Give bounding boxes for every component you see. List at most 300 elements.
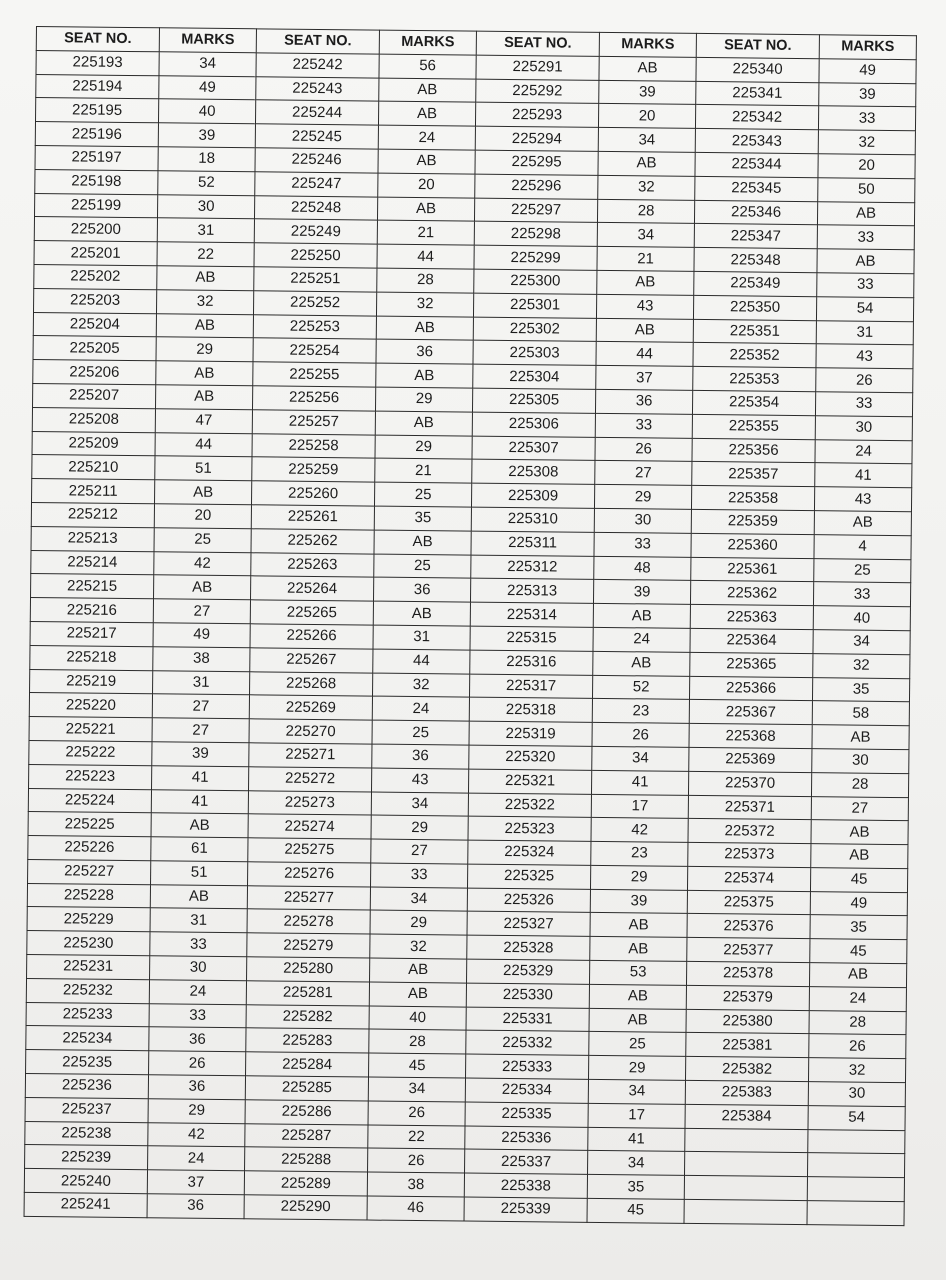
marks-cell: 30 (157, 194, 254, 219)
seat-no-cell: 225239 (25, 1145, 148, 1170)
marks-cell: 39 (819, 82, 916, 107)
seat-no-cell: 225256 (252, 386, 375, 411)
seat-no-cell: 225353 (693, 367, 816, 392)
marks-cell: 34 (368, 1077, 465, 1102)
seat-no-cell: 225381 (686, 1033, 809, 1058)
marks-cell: 32 (818, 130, 915, 155)
marks-cell: 56 (379, 54, 476, 79)
seat-no-cell: 225319 (469, 721, 592, 746)
seat-no-cell: 225196 (35, 122, 158, 147)
marks-cell: 52 (158, 171, 255, 196)
marks-cell: 30 (594, 508, 691, 533)
seat-no-cell: 225322 (468, 793, 591, 818)
seat-no-cell: 225295 (475, 150, 598, 175)
marks-cell: 41 (151, 789, 248, 814)
marks-cell: 44 (377, 244, 474, 269)
seat-no-cell: 225334 (465, 1078, 588, 1103)
marks-cell: 46 (367, 1196, 464, 1221)
seat-no-cell: 225326 (467, 888, 590, 913)
marks-cell: 26 (809, 1034, 906, 1059)
marks-cell: AB (151, 813, 248, 838)
marks-cell: 34 (592, 746, 689, 771)
marks-cell: 33 (371, 863, 468, 888)
seat-no-cell: 225285 (245, 1076, 368, 1101)
marks-cell: 32 (372, 673, 469, 698)
marks-cell: 25 (372, 720, 469, 745)
seat-no-cell: 225276 (248, 862, 371, 887)
marks-cell (807, 1201, 904, 1226)
seat-no-cell: 225274 (248, 814, 371, 839)
marks-cell: AB (156, 313, 253, 338)
marks-cell: 61 (151, 837, 248, 862)
marks-cell: 33 (817, 273, 914, 298)
marks-cell: 49 (153, 623, 250, 648)
seat-no-cell: 225302 (473, 317, 596, 342)
marks-cell: AB (156, 361, 253, 386)
marks-cell: 34 (371, 792, 468, 817)
seat-no-cell: 225361 (691, 557, 814, 582)
seat-no-cell: 225204 (33, 312, 156, 337)
marks-cell: AB (597, 270, 694, 295)
seat-no-cell: 225279 (247, 933, 370, 958)
seat-no-cell: 225250 (254, 243, 377, 268)
marks-cell: 38 (153, 646, 250, 671)
marks-cell: 33 (594, 532, 691, 557)
marks-cell: 20 (818, 154, 915, 179)
seat-no-cell: 225257 (252, 410, 375, 435)
marks-cell: AB (817, 249, 914, 274)
seat-no-cell: 225267 (250, 647, 373, 672)
marks-cell: 52 (592, 675, 689, 700)
marks-cell: 43 (372, 768, 469, 793)
seat-no-cell: 225383 (685, 1080, 808, 1105)
seat-no-cell: 225220 (29, 693, 152, 718)
seat-no-cell: 225300 (474, 269, 597, 294)
seat-no-header-2: SEAT NO. (256, 29, 379, 54)
seat-no-cell: 225255 (253, 362, 376, 387)
marks-cell: 34 (813, 630, 910, 655)
seat-no-cell: 225298 (474, 221, 597, 246)
marks-cell: AB (596, 318, 693, 343)
marks-cell: 20 (598, 104, 695, 129)
marks-cell: 29 (371, 815, 468, 840)
seat-no-cell: 225380 (686, 1009, 809, 1034)
seat-no-cell: 225366 (689, 676, 812, 701)
seat-no-cell: 225287 (245, 1123, 368, 1148)
marks-cell: 24 (149, 980, 246, 1005)
marks-cell: 28 (377, 268, 474, 293)
seat-no-cell: 225324 (468, 840, 591, 865)
seat-no-cell: 225265 (250, 600, 373, 625)
seat-no-cell: 225226 (28, 836, 151, 861)
marks-cell: AB (369, 982, 466, 1007)
seat-no-cell: 225352 (693, 343, 816, 368)
marks-cell: 32 (808, 1058, 905, 1083)
seat-no-cell: 225193 (36, 50, 159, 75)
marks-cell: 41 (588, 1127, 685, 1152)
seat-no-cell: 225222 (29, 740, 152, 765)
marks-cell: 33 (595, 413, 692, 438)
seat-no-cell: 225335 (465, 1102, 588, 1127)
marks-cell: 36 (147, 1194, 244, 1219)
marks-cell: 29 (156, 337, 253, 362)
seat-no-cell: 225371 (688, 795, 811, 820)
marks-cell: 32 (156, 290, 253, 315)
marks-cell: 54 (816, 296, 913, 321)
seat-no-cell: 225225 (28, 812, 151, 837)
marks-cell: 49 (159, 75, 256, 100)
marks-cell: 31 (816, 320, 913, 345)
seat-no-cell: 225231 (27, 955, 150, 980)
seat-no-cell: 225249 (254, 219, 377, 244)
seat-no-cell (684, 1152, 807, 1177)
marks-cell: 21 (597, 247, 694, 272)
seat-no-cell: 225306 (472, 412, 595, 437)
marks-cell: 26 (595, 437, 692, 462)
seat-no-cell: 225213 (31, 526, 154, 551)
seat-no-cell: 225308 (472, 459, 595, 484)
seat-no-cell: 225215 (31, 574, 154, 599)
marks-cell: 36 (595, 389, 692, 414)
marks-cell: 26 (816, 368, 913, 393)
marks-cell: 41 (591, 770, 688, 795)
seat-no-cell: 225305 (472, 388, 595, 413)
marks-cell: AB (599, 56, 696, 81)
marks-cell: 29 (588, 1056, 685, 1081)
seat-no-cell: 225382 (685, 1057, 808, 1082)
marks-cell: 27 (371, 839, 468, 864)
marks-cell: AB (590, 913, 687, 938)
marks-cell: 37 (596, 366, 693, 391)
marks-cell: 18 (158, 147, 255, 172)
seat-no-cell: 225304 (473, 364, 596, 389)
marks-cell: 36 (148, 1075, 245, 1100)
marks-cell: 31 (157, 218, 254, 243)
seat-no-cell: 225266 (250, 624, 373, 649)
seat-no-cell: 225202 (34, 264, 157, 289)
marks-cell: AB (373, 601, 470, 626)
seat-no-cell: 225367 (689, 700, 812, 725)
seat-no-cell: 225376 (687, 914, 810, 939)
marks-cell: 51 (155, 456, 252, 481)
marks-cell: AB (376, 363, 473, 388)
seat-no-header-1: SEAT NO. (36, 27, 159, 52)
seat-no-cell: 225218 (30, 645, 153, 670)
seat-no-cell: 225346 (694, 200, 817, 225)
marks-cell: AB (156, 385, 253, 410)
seat-no-cell: 225363 (690, 605, 813, 630)
marks-cell: 31 (373, 625, 470, 650)
marks-cell: AB (589, 1008, 686, 1033)
seat-no-cell: 225338 (464, 1173, 587, 1198)
seat-no-cell: 225358 (691, 486, 814, 511)
marks-cell: 39 (158, 123, 255, 148)
seat-no-cell: 225205 (33, 336, 156, 361)
seat-no-cell: 225280 (247, 957, 370, 982)
seat-no-cell: 225242 (256, 53, 379, 78)
marks-cell: 30 (815, 415, 912, 440)
marks-cell: 40 (813, 606, 910, 631)
seat-no-cell: 225343 (695, 129, 818, 154)
seat-no-cell: 225377 (687, 938, 810, 963)
seat-no-cell: 225252 (253, 291, 376, 316)
marks-cell: 17 (591, 794, 688, 819)
seat-no-cell: 225303 (473, 340, 596, 365)
seat-no-cell: 225286 (245, 1100, 368, 1125)
marks-cell: 43 (814, 487, 911, 512)
seat-no-cell: 225221 (29, 717, 152, 742)
marks-cell: 35 (587, 1175, 684, 1200)
marks-cell: 26 (368, 1101, 465, 1126)
seat-no-cell: 225344 (695, 152, 818, 177)
seat-no-cell: 225263 (251, 552, 374, 577)
seat-no-cell: 225312 (471, 555, 594, 580)
table-body (24, 50, 916, 1225)
marks-cell: AB (593, 651, 690, 676)
marks-cell: 43 (816, 344, 913, 369)
marks-cell: 45 (369, 1053, 466, 1078)
seat-no-cell: 225216 (30, 598, 153, 623)
marks-cell: 33 (150, 932, 247, 957)
seat-no-cell: 225321 (468, 769, 591, 794)
seat-no-cell: 225329 (467, 959, 590, 984)
marks-cell: AB (811, 820, 908, 845)
marks-cell: 45 (810, 939, 907, 964)
seat-no-cell: 225237 (25, 1097, 148, 1122)
seat-no-cell: 225272 (249, 766, 372, 791)
seat-no-cell: 225203 (34, 288, 157, 313)
seat-no-cell (684, 1199, 807, 1224)
seat-no-cell: 225223 (29, 764, 152, 789)
seat-no-cell: 225230 (27, 931, 150, 956)
marks-cell: AB (155, 480, 252, 505)
seat-no-cell: 225214 (31, 550, 154, 575)
seat-no-cell: 225207 (33, 383, 156, 408)
seat-no-cell: 225262 (251, 529, 374, 554)
marks-cell: 39 (593, 580, 690, 605)
marks-cell (808, 1129, 905, 1154)
marks-cell: 40 (158, 99, 255, 124)
seat-no-cell: 225229 (27, 907, 150, 932)
seat-no-cell: 225219 (30, 669, 153, 694)
seat-no-cell: 225309 (471, 483, 594, 508)
marks-cell: 22 (157, 242, 254, 267)
marks-cell: 30 (808, 1082, 905, 1107)
marks-cell: 35 (812, 677, 909, 702)
marks-cell: 25 (154, 528, 251, 553)
marks-cell: 29 (375, 435, 472, 460)
marks-cell: 42 (591, 818, 688, 843)
seat-no-cell: 225227 (28, 859, 151, 884)
marks-cell: 48 (594, 556, 691, 581)
seat-no-cell: 225210 (32, 455, 155, 480)
seat-no-cell: 225337 (465, 1150, 588, 1175)
seat-no-cell: 225228 (27, 883, 150, 908)
seat-no-cell: 225248 (254, 195, 377, 220)
seat-no-cell: 225235 (26, 1050, 149, 1075)
marks-cell: 24 (809, 987, 906, 1012)
marks-cell: 28 (811, 772, 908, 797)
seat-no-cell: 225328 (467, 935, 590, 960)
seat-no-cell: 225281 (246, 981, 369, 1006)
marks-cell: 30 (812, 749, 909, 774)
marks-cell: 44 (596, 342, 693, 367)
marks-cell (807, 1177, 904, 1202)
marks-cell: 35 (810, 915, 907, 940)
marks-cell: 24 (148, 1146, 245, 1171)
seat-no-cell: 225211 (32, 479, 155, 504)
marks-cell: 36 (373, 577, 470, 602)
seat-no-cell: 225254 (253, 338, 376, 363)
seat-no-cell: 225198 (35, 169, 158, 194)
seat-no-cell: 225294 (475, 126, 598, 151)
marks-cell: 29 (590, 865, 687, 890)
marks-cell: 4 (814, 534, 911, 559)
marks-header-4: MARKS (819, 35, 916, 60)
marks-cell: AB (376, 316, 473, 341)
marks-cell: 24 (815, 439, 912, 464)
marks-cell: 25 (374, 554, 471, 579)
marks-cell: 33 (815, 392, 912, 417)
marks-cell: 29 (375, 387, 472, 412)
marks-cell: 49 (810, 891, 907, 916)
marks-cell: 39 (590, 889, 687, 914)
seat-no-cell: 225291 (476, 55, 599, 80)
seat-no-cell: 225200 (34, 217, 157, 242)
marks-cell: 27 (153, 599, 250, 624)
seat-no-cell: 225348 (694, 248, 817, 273)
marks-cell: AB (375, 411, 472, 436)
marks-sheet (24, 26, 916, 1226)
seat-no-cell: 225360 (691, 533, 814, 558)
seat-no-cell: 225345 (695, 176, 818, 201)
marks-cell: 41 (815, 463, 912, 488)
marks-cell: 42 (148, 1122, 245, 1147)
marks-cell: 27 (152, 694, 249, 719)
seat-no-cell: 225340 (696, 57, 819, 82)
marks-cell: AB (374, 530, 471, 555)
seat-no-cell: 225357 (692, 462, 815, 487)
marks-cell: AB (814, 511, 911, 536)
seat-no-cell: 225336 (465, 1126, 588, 1151)
marks-cell: 31 (150, 908, 247, 933)
marks-cell: 33 (818, 106, 915, 131)
marks-cell: AB (593, 603, 690, 628)
seat-no-cell: 225332 (466, 1031, 589, 1056)
seat-no-cell: 225195 (35, 98, 158, 123)
seat-no-cell: 225238 (25, 1121, 148, 1146)
seat-no-cell: 225288 (245, 1147, 368, 1172)
marks-cell: 37 (147, 1170, 244, 1195)
seat-no-cell: 225364 (690, 628, 813, 653)
marks-cell: 25 (814, 558, 911, 583)
seat-no-cell: 225260 (251, 481, 374, 506)
marks-cell: 17 (588, 1103, 685, 1128)
marks-cell: 34 (588, 1151, 685, 1176)
marks-cell: 29 (148, 1099, 245, 1124)
seat-no-cell: 225299 (474, 245, 597, 270)
marks-cell: 36 (376, 339, 473, 364)
seat-no-cell: 225261 (251, 505, 374, 530)
marks-cell: 43 (596, 294, 693, 319)
marks-cell: AB (589, 984, 686, 1009)
marks-cell: 26 (368, 1148, 465, 1173)
marks-header-2: MARKS (379, 30, 476, 55)
marks-cell: 51 (151, 861, 248, 886)
marks-cell: 24 (593, 627, 690, 652)
seat-no-cell: 225316 (470, 650, 593, 675)
marks-cell: 32 (370, 934, 467, 959)
marks-cell: 34 (159, 52, 256, 77)
seat-no-cell: 225368 (689, 723, 812, 748)
seat-no-cell: 225351 (693, 319, 816, 344)
seat-no-cell: 225311 (471, 531, 594, 556)
seat-no-cell: 225365 (690, 652, 813, 677)
seat-no-cell: 225209 (32, 431, 155, 456)
seat-no-cell: 225201 (34, 241, 157, 266)
marks-cell: 54 (808, 1106, 905, 1131)
marks-cell (807, 1153, 904, 1178)
marks-cell: 32 (376, 292, 473, 317)
seat-no-cell: 225253 (253, 314, 376, 339)
marks-cell: AB (598, 151, 695, 176)
seat-no-cell: 225233 (26, 1002, 149, 1027)
seat-no-cell: 225370 (688, 771, 811, 796)
seat-no-cell: 225232 (26, 978, 149, 1003)
seat-no-cell: 225292 (476, 79, 599, 104)
seat-no-cell: 225206 (33, 360, 156, 385)
marks-table (24, 26, 917, 1226)
seat-no-cell: 225320 (469, 745, 592, 770)
seat-no-cell: 225356 (692, 438, 815, 463)
seat-no-cell: 225307 (472, 436, 595, 461)
marks-cell: 23 (591, 841, 688, 866)
seat-no-cell: 225282 (246, 1004, 369, 1029)
marks-cell: 32 (598, 175, 695, 200)
seat-no-cell: 225224 (28, 788, 151, 813)
seat-no-cell: 225270 (249, 719, 372, 744)
seat-no-cell: 225212 (31, 502, 154, 527)
marks-cell: 21 (375, 458, 472, 483)
marks-cell: 26 (149, 1051, 246, 1076)
marks-cell: 40 (369, 1006, 466, 1031)
marks-cell: 44 (373, 649, 470, 674)
seat-no-cell: 225354 (692, 390, 815, 415)
seat-no-cell: 225273 (248, 790, 371, 815)
seat-no-cell: 225362 (690, 581, 813, 606)
marks-cell: 27 (152, 718, 249, 743)
marks-cell: 26 (592, 722, 689, 747)
seat-no-cell: 225194 (36, 74, 159, 99)
seat-no-cell: 225268 (250, 671, 373, 696)
seat-no-cell: 225251 (254, 267, 377, 292)
marks-cell: 42 (154, 551, 251, 576)
seat-no-cell: 225277 (247, 885, 370, 910)
marks-cell: 25 (589, 1032, 686, 1057)
seat-no-cell: 225355 (692, 414, 815, 439)
marks-cell: 32 (813, 653, 910, 678)
seat-no-cell: 225313 (470, 578, 593, 603)
seat-no-cell (684, 1176, 807, 1201)
marks-cell: 23 (592, 699, 689, 724)
marks-header-1: MARKS (159, 28, 256, 53)
marks-cell: 47 (155, 409, 252, 434)
seat-no-cell: 225297 (474, 198, 597, 223)
marks-cell: 34 (598, 128, 695, 153)
seat-no-cell: 225278 (247, 909, 370, 934)
seat-no-cell: 225199 (35, 193, 158, 218)
marks-cell: 22 (368, 1125, 465, 1150)
